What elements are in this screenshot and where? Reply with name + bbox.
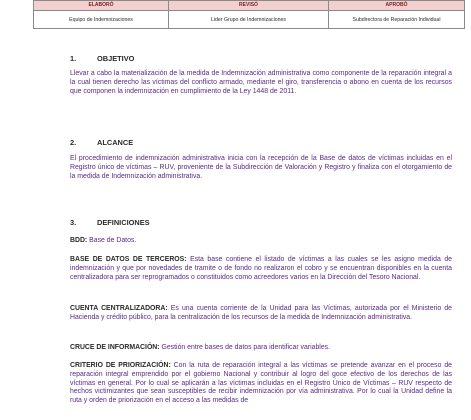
- approval-table: [33, 0, 465, 29]
- header-aprobo: APROBÓ: [329, 1, 465, 11]
- definition-item-cruce-informacion: [70, 344, 452, 353]
- definition-term: CUENTA CENTRALIZADORA:: [70, 305, 168, 312]
- header-reviso: REVISÓ: [169, 1, 329, 11]
- approval-value-row: [34, 11, 465, 29]
- section-title-objetivo: [70, 54, 134, 63]
- header-elaboro: ELABORÓ: [34, 1, 169, 11]
- definition-term: BASE DE DATOS DE TERCEROS:: [70, 256, 187, 263]
- definition-item-cuenta-centralizadora: [70, 305, 452, 323]
- definition-item-base-terceros: [70, 256, 452, 282]
- definition-term: CRITERIO DE PRIORIZACIÓN:: [70, 362, 171, 369]
- approval-header-row: [34, 1, 465, 11]
- objetivo-paragraph: Llevar a cabo la materialización de la medida de Indemnización administrativa como componente de la reparación integral a la cual tienen derecho las víctimas del conflicto armado, mediante el giro, transferencia o abono en cuenta de los recursos que componen la indemnización en cumplimiento de la Ley 1448 de 2011.: [70, 70, 452, 95]
- definition-text: Es una cuenta corriente de la Unidad para las Víctimas, autorizada por el Ministerio de Hacienda y crédito público, para la centralización de los recursos de la medida de Indemnización administrativa.: [70, 305, 452, 321]
- definition-term: BDD:: [70, 237, 88, 244]
- section-heading: ALCANCE: [97, 138, 134, 147]
- definition-text: Con la ruta de reparación integral a las víctimas se pretende avanzar en el proceso de reparación integral emprendido por el gobierno Nacional y contribuir al logro del goce efectivo de los derechos de las víctimas en general. Por lo cual se aplicarán a las víctimas incluidas en el Registro Único de Víctimas – RUV respecto de hechos victimizantes que sean susceptibles de recibir indemnización por vía administrativa. Por lo cual la Unidad define la ruta y orden de priorización en el acceso a las medidas de: [70, 362, 452, 405]
- value-reviso: Lider Grupo de Indemnizaciones: [169, 11, 329, 29]
- definition-item-criterio-priorizacion: [70, 362, 452, 406]
- definition-text: Gestión entre bases de datos para identificar variables.: [159, 344, 331, 351]
- section-number: 1.: [70, 54, 77, 63]
- definition-term: CRUCE DE INFORMACIÓN:: [70, 344, 160, 351]
- definition-text: Esta base contiene el listado de víctimas a las cuales se les asigno medida de indemnización y que por novedades de tramite o de fondo no realizaron el cobro y se encuentran disponibles en la cuenta centralizadora para ser reprogramados o constituidos como acreedores varios en la Dirección del Tesoro Nacional.: [70, 256, 452, 281]
- section-title-definiciones: [70, 218, 150, 227]
- section-heading: OBJETIVO: [97, 54, 135, 63]
- section-number: 3.: [70, 218, 77, 227]
- value-elaboro: Equipo de Indemnizaciones: [34, 11, 169, 29]
- section-heading: DEFINICIONES: [97, 218, 150, 227]
- alcance-paragraph: El procedimiento de indemnización administrativa inicia con la recepción de la Base de datos de víctimas incluidas en el Registro único de víctimas – RUV, proveniente de la Subdirección de Valoración y Registro y finaliza con el otorgamiento de la medida de Indemnización administrativa.: [70, 155, 452, 180]
- definition-text: Base de Datos.: [87, 237, 137, 244]
- definition-item-bdd: [70, 237, 452, 246]
- section-number: 2.: [70, 138, 77, 147]
- value-aprobo: Subdirectora de Reparación Individual: [329, 11, 465, 29]
- section-title-alcance: [70, 138, 133, 147]
